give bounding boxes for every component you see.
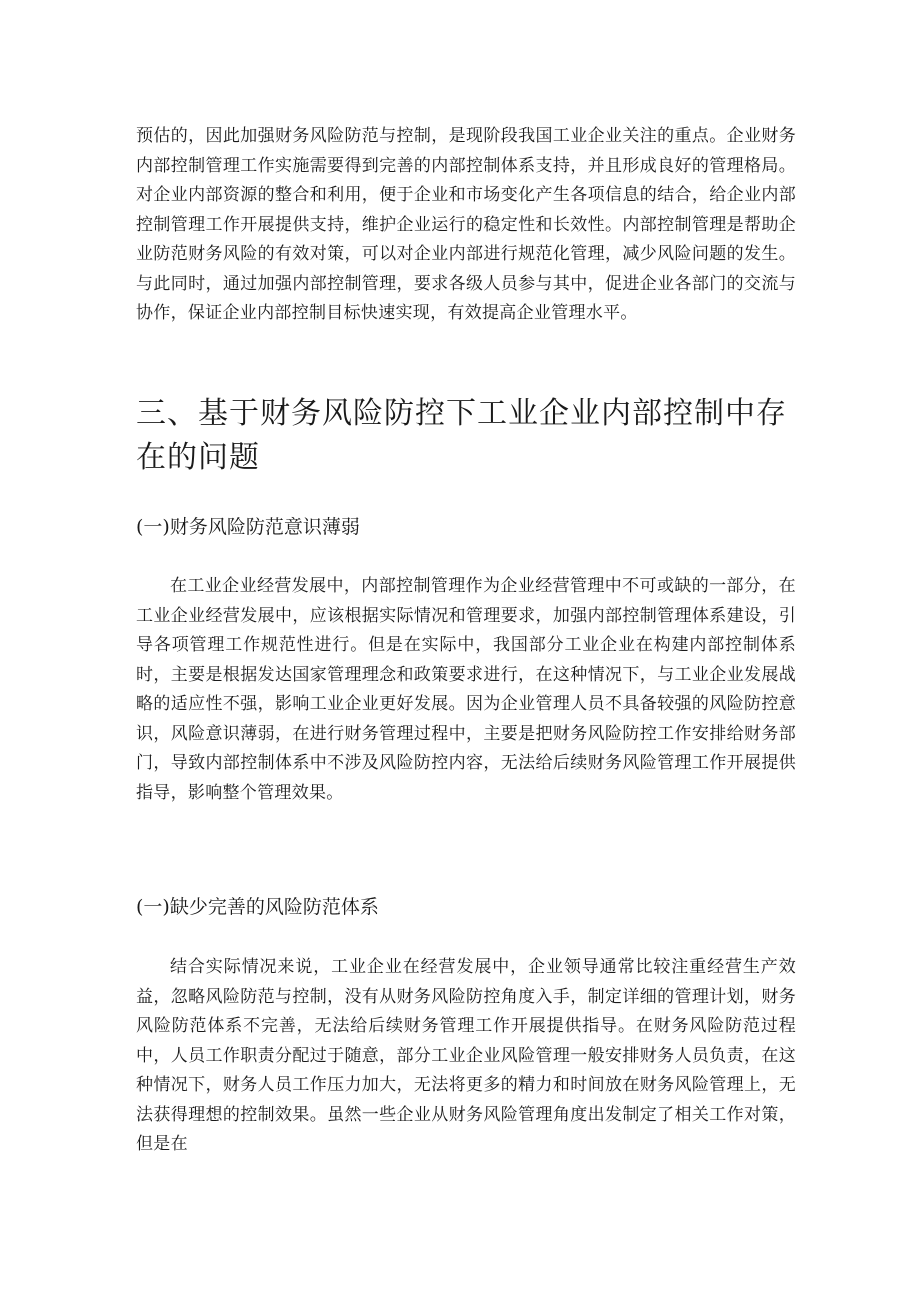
paragraph-system: 结合实际情况来说，工业企业在经营发展中，企业领导通常比较注重经营生产效益，忽略风险防范与控制，没有从财务风险防控角度入手，制定详细的管理计划，财务风险防范体系不完善，无法给后续财务管理工作开展提供指导。在财务风险防范过程中，人员工作职责分配过于随意，部分工业企业风险管理一般安排财务人员负责，在这种情况下，财务人员工作压力加大，无法将更多的精力和时间放在财务风险管理上，无法获得理想的控制效果。虽然一些企业从财务风险管理角度出发制定了相关工作对策，但是在: [136, 957, 796, 1154]
section-heading: 三、基于财务风险防控下工业企业内部控制中存在的问题: [136, 396, 787, 475]
subsection-heading-awareness: (一)财务风险防范意识薄弱: [136, 516, 360, 538]
intro-paragraph: 预估的，因此加强财务风险防范与控制，是现阶段我国工业企业关注的重点。企业财务内部控制管理工作实施需要得到完善的内部控制体系支持，并且形成良好的管理格局。对企业内部资源的整合和利用，便于企业和市场变化产生各项信息的结合，给企业内部控制管理工作开展提供支持，维护企业运行的稳定性和长效性。内部控制管理是帮助企业防范财务风险的有效对策，可以对企业内部进行规范化管理，减少风险问题的发生。与此同时，通过加强内部控制管理，要求各级人员参与其中，促进企业各部门的交流与协作，保证企业内部控制目标快速实现，有效提高企业管理水平。: [136, 126, 796, 323]
paragraph-awareness: 在工业企业经营发展中，内部控制管理作为企业经营管理中不可或缺的一部分，在工业企业经营发展中，应该根据实际情况和管理要求，加强内部控制管理体系建设，引导各项管理工作规范性进行。但是在实际中，我国部分工业企业在构建内部控制体系时，主要是根据发达国家管理理念和政策要求进行，在这种情况下，与工业企业发展战略的适应性不强，影响工业企业更好发展。因为企业管理人员不具备较强的风险防控意识，风险意识薄弱，在进行财务管理过程中，主要是把财务风险防控工作安排给财务部门，导致内部控制体系中不涉及风险防控内容，无法给后续财务风险管理工作开展提供指导，影响整个管理效果。: [136, 576, 796, 803]
subsection-heading-system: (一)缺少完善的风险防范体系: [136, 896, 379, 918]
